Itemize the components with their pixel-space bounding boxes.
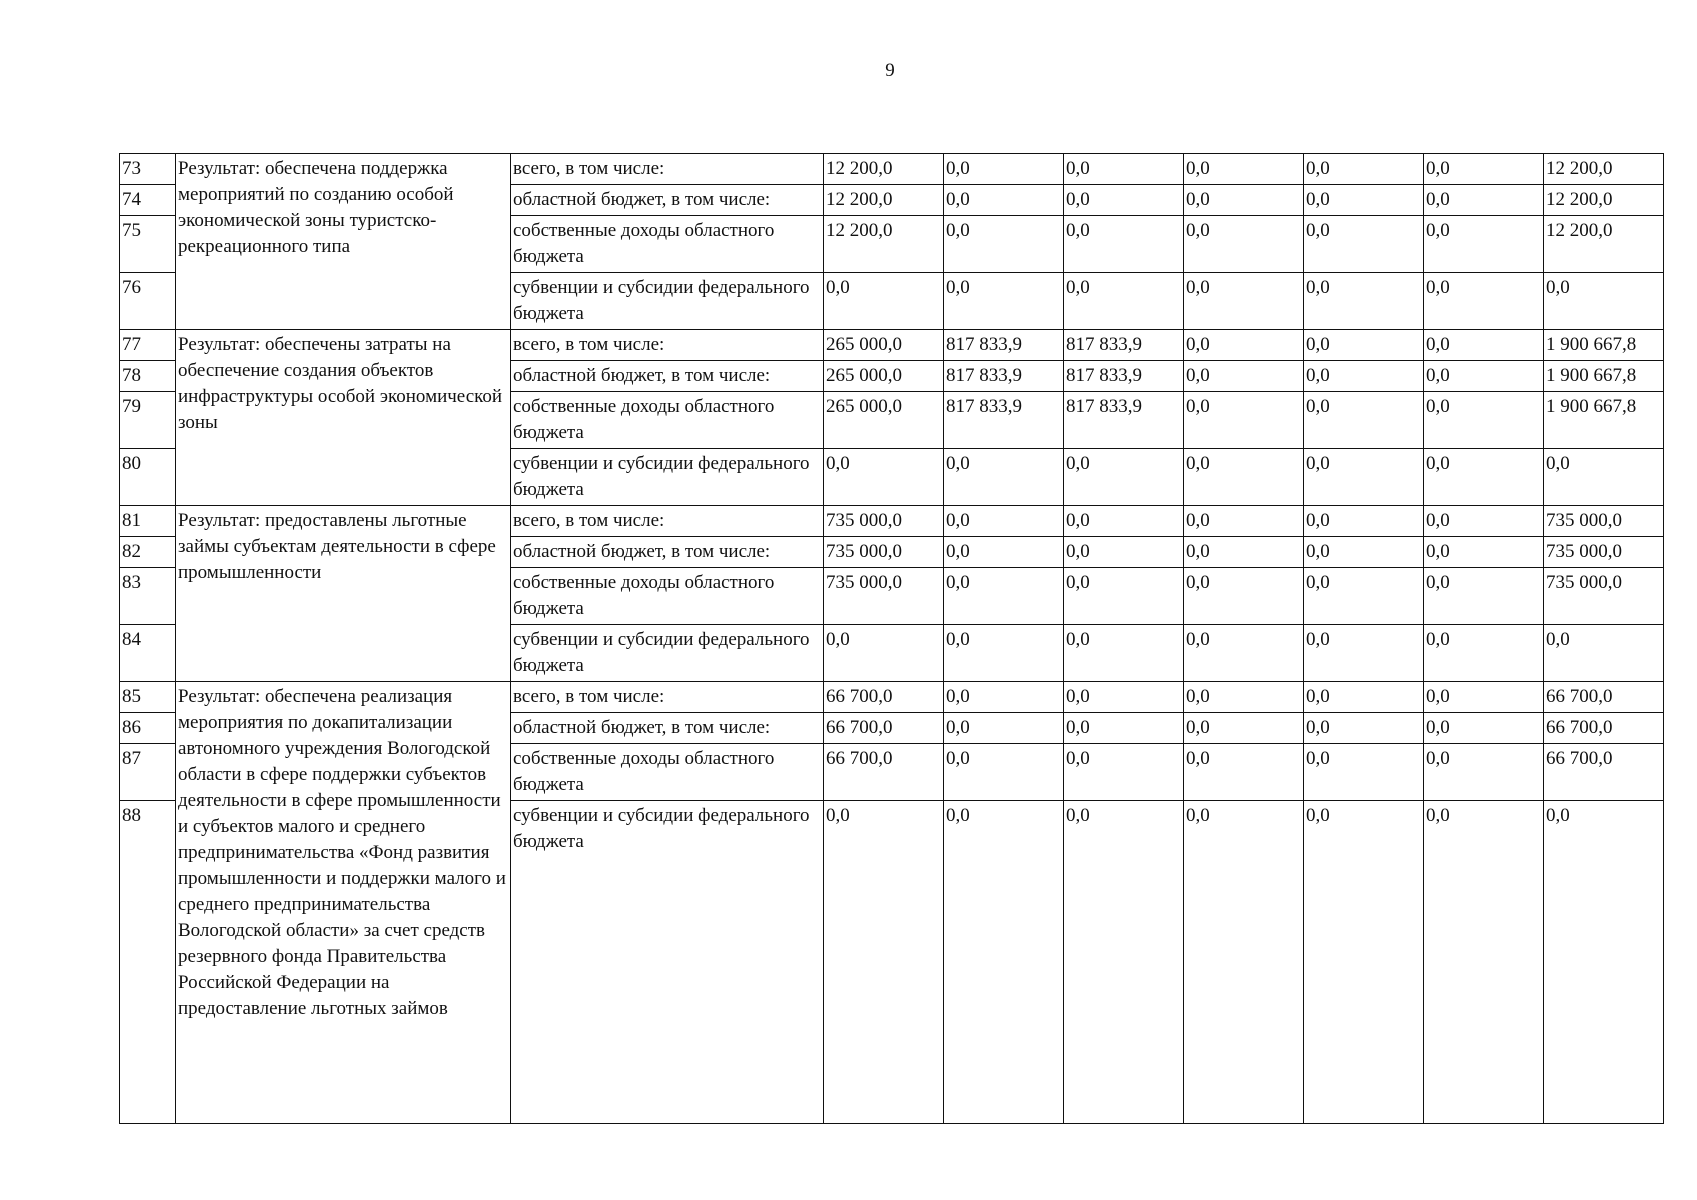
funding-source-cell: областной бюджет, в том числе: [511, 361, 824, 392]
row-number-cell: 78 [120, 361, 176, 392]
funding-source-cell: областной бюджет, в том числе: [511, 185, 824, 216]
value-cell: 0,0 [1304, 625, 1424, 682]
value-cell: 0,0 [1064, 713, 1184, 744]
value-cell: 0,0 [1304, 537, 1424, 568]
value-cell: 0,0 [1304, 185, 1424, 216]
value-cell: 0,0 [1424, 273, 1544, 330]
total-value-cell: 735 000,0 [1544, 568, 1664, 625]
value-cell: 817 833,9 [944, 392, 1064, 449]
value-cell: 0,0 [944, 801, 1064, 1124]
funding-source-cell: всего, в том числе: [511, 154, 824, 185]
value-cell: 0,0 [1064, 744, 1184, 801]
value-cell: 0,0 [1424, 713, 1544, 744]
value-cell: 0,0 [824, 449, 944, 506]
table-row [120, 154, 1664, 185]
value-cell: 0,0 [944, 744, 1064, 801]
value-cell: 0,0 [1424, 185, 1544, 216]
row-number-cell: 80 [120, 449, 176, 506]
value-cell: 66 700,0 [824, 744, 944, 801]
value-cell: 0,0 [1184, 568, 1304, 625]
row-number-cell: 75 [120, 216, 176, 273]
table-row [120, 506, 1664, 537]
value-cell: 0,0 [1424, 449, 1544, 506]
value-cell: 0,0 [824, 273, 944, 330]
value-cell: 0,0 [944, 216, 1064, 273]
value-cell: 0,0 [1304, 713, 1424, 744]
row-number-cell: 79 [120, 392, 176, 449]
total-value-cell: 66 700,0 [1544, 682, 1664, 713]
value-cell: 817 833,9 [1064, 361, 1184, 392]
value-cell: 0,0 [1064, 625, 1184, 682]
value-cell: 817 833,9 [944, 330, 1064, 361]
page-number: 9 [885, 60, 895, 81]
total-value-cell: 1 900 667,8 [1544, 361, 1664, 392]
funding-source-cell: собственные доходы областного бюджета [511, 392, 824, 449]
value-cell: 735 000,0 [824, 537, 944, 568]
value-cell: 735 000,0 [824, 506, 944, 537]
value-cell: 0,0 [1064, 154, 1184, 185]
value-cell: 0,0 [1304, 682, 1424, 713]
value-cell: 0,0 [1184, 537, 1304, 568]
value-cell: 265 000,0 [824, 392, 944, 449]
total-value-cell: 12 200,0 [1544, 154, 1664, 185]
value-cell: 0,0 [944, 449, 1064, 506]
total-value-cell: 12 200,0 [1544, 216, 1664, 273]
value-cell: 0,0 [1184, 361, 1304, 392]
value-cell: 0,0 [1064, 273, 1184, 330]
value-cell: 0,0 [824, 801, 944, 1124]
value-cell: 0,0 [944, 537, 1064, 568]
value-cell: 0,0 [1424, 361, 1544, 392]
funding-source-cell: всего, в том числе: [511, 506, 824, 537]
value-cell: 0,0 [1184, 154, 1304, 185]
row-number-cell: 84 [120, 625, 176, 682]
value-cell: 0,0 [1424, 330, 1544, 361]
value-cell: 0,0 [944, 713, 1064, 744]
value-cell: 0,0 [944, 682, 1064, 713]
value-cell: 0,0 [1064, 682, 1184, 713]
value-cell: 817 833,9 [1064, 330, 1184, 361]
value-cell: 265 000,0 [824, 330, 944, 361]
total-value-cell: 735 000,0 [1544, 506, 1664, 537]
total-value-cell: 0,0 [1544, 801, 1664, 1124]
value-cell: 0,0 [944, 273, 1064, 330]
value-cell: 817 833,9 [1064, 392, 1184, 449]
value-cell: 0,0 [824, 625, 944, 682]
total-value-cell: 66 700,0 [1544, 713, 1664, 744]
total-value-cell: 0,0 [1544, 273, 1664, 330]
value-cell: 0,0 [1304, 154, 1424, 185]
row-number-cell: 85 [120, 682, 176, 713]
value-cell: 0,0 [1304, 744, 1424, 801]
total-value-cell: 1 900 667,8 [1544, 330, 1664, 361]
value-cell: 0,0 [1064, 216, 1184, 273]
funding-source-cell: собственные доходы областного бюджета [511, 744, 824, 801]
budget-table [119, 153, 1664, 1124]
value-cell: 0,0 [1184, 449, 1304, 506]
value-cell: 0,0 [1304, 273, 1424, 330]
funding-source-cell: субвенции и субсидии федерального бюджета [511, 449, 824, 506]
value-cell: 0,0 [1304, 392, 1424, 449]
value-cell: 0,0 [1184, 185, 1304, 216]
value-cell: 0,0 [944, 625, 1064, 682]
funding-source-cell: субвенции и субсидии федерального бюджета [511, 625, 824, 682]
total-value-cell: 66 700,0 [1544, 744, 1664, 801]
value-cell: 0,0 [1304, 506, 1424, 537]
funding-source-cell: субвенции и субсидии федерального бюджета [511, 801, 824, 1124]
value-cell: 0,0 [1184, 682, 1304, 713]
value-cell: 0,0 [1184, 744, 1304, 801]
value-cell: 0,0 [1304, 361, 1424, 392]
value-cell: 0,0 [1064, 185, 1184, 216]
value-cell: 0,0 [944, 154, 1064, 185]
value-cell: 0,0 [1424, 392, 1544, 449]
row-number-cell: 77 [120, 330, 176, 361]
row-number-cell: 81 [120, 506, 176, 537]
value-cell: 66 700,0 [824, 713, 944, 744]
value-cell: 0,0 [1304, 568, 1424, 625]
row-number-cell: 82 [120, 537, 176, 568]
funding-source-cell: областной бюджет, в том числе: [511, 537, 824, 568]
total-value-cell: 0,0 [1544, 449, 1664, 506]
value-cell: 66 700,0 [824, 682, 944, 713]
row-number-cell: 83 [120, 568, 176, 625]
value-cell: 0,0 [1424, 568, 1544, 625]
value-cell: 0,0 [1424, 801, 1544, 1124]
value-cell: 0,0 [1184, 801, 1304, 1124]
value-cell: 0,0 [1064, 506, 1184, 537]
value-cell: 0,0 [944, 185, 1064, 216]
value-cell: 0,0 [944, 568, 1064, 625]
value-cell: 0,0 [1424, 506, 1544, 537]
value-cell: 0,0 [1424, 154, 1544, 185]
total-value-cell: 735 000,0 [1544, 537, 1664, 568]
value-cell: 0,0 [1064, 568, 1184, 625]
total-value-cell: 1 900 667,8 [1544, 392, 1664, 449]
value-cell: 735 000,0 [824, 568, 944, 625]
funding-source-cell: областной бюджет, в том числе: [511, 713, 824, 744]
value-cell: 0,0 [944, 506, 1064, 537]
value-cell: 0,0 [1184, 273, 1304, 330]
value-cell: 0,0 [1064, 801, 1184, 1124]
row-number-cell: 86 [120, 713, 176, 744]
funding-source-cell: субвенции и субсидии федерального бюджета [511, 273, 824, 330]
value-cell: 0,0 [1424, 682, 1544, 713]
value-cell: 0,0 [1184, 392, 1304, 449]
value-cell: 0,0 [1304, 216, 1424, 273]
value-cell: 12 200,0 [824, 216, 944, 273]
value-cell: 0,0 [1424, 216, 1544, 273]
funding-source-cell: собственные доходы областного бюджета [511, 568, 824, 625]
value-cell: 0,0 [1064, 537, 1184, 568]
value-cell: 0,0 [1424, 625, 1544, 682]
value-cell: 0,0 [1424, 744, 1544, 801]
funding-source-cell: всего, в том числе: [511, 682, 824, 713]
funding-source-cell: всего, в том числе: [511, 330, 824, 361]
result-description-cell: Результат: обеспечены затраты на обеспечение создания объектов инфраструктуры особой экономической зоны [176, 330, 511, 506]
row-number-cell: 73 [120, 154, 176, 185]
result-description-cell: Результат: предоставлены льготные займы субъектам деятельности в сфере промышленности [176, 506, 511, 682]
table-body [120, 154, 1664, 1124]
value-cell: 0,0 [1304, 330, 1424, 361]
row-number-cell: 74 [120, 185, 176, 216]
value-cell: 0,0 [1304, 801, 1424, 1124]
value-cell: 265 000,0 [824, 361, 944, 392]
value-cell: 0,0 [1304, 449, 1424, 506]
value-cell: 817 833,9 [944, 361, 1064, 392]
result-description-cell: Результат: обеспечена поддержка мероприятий по созданию особой экономической зоны туристско-рекреационного типа [176, 154, 511, 330]
value-cell: 0,0 [1064, 449, 1184, 506]
value-cell: 0,0 [1424, 537, 1544, 568]
total-value-cell: 12 200,0 [1544, 185, 1664, 216]
table-row [120, 330, 1664, 361]
row-number-cell: 76 [120, 273, 176, 330]
row-number-cell: 88 [120, 801, 176, 1124]
value-cell: 0,0 [1184, 506, 1304, 537]
row-number-cell: 87 [120, 744, 176, 801]
value-cell: 0,0 [1184, 625, 1304, 682]
value-cell: 12 200,0 [824, 185, 944, 216]
total-value-cell: 0,0 [1544, 625, 1664, 682]
funding-source-cell: собственные доходы областного бюджета [511, 216, 824, 273]
table-row [120, 682, 1664, 713]
value-cell: 0,0 [1184, 216, 1304, 273]
value-cell: 0,0 [1184, 713, 1304, 744]
value-cell: 0,0 [1184, 330, 1304, 361]
result-description-cell: Результат: обеспечена реализация мероприятия по докапитализации автономного учреждения Вологодской области в сфере поддержки субъектов деятельности в сфере промышленности и субъектов малого и среднего предпринимательства «Фонд развития промышленности и поддержки малого и среднего предпринимательства Вологодской области» за счет средств резервного фонда Правительства Российской Федерации на предоставление льготных займов [176, 682, 511, 1124]
value-cell: 12 200,0 [824, 154, 944, 185]
